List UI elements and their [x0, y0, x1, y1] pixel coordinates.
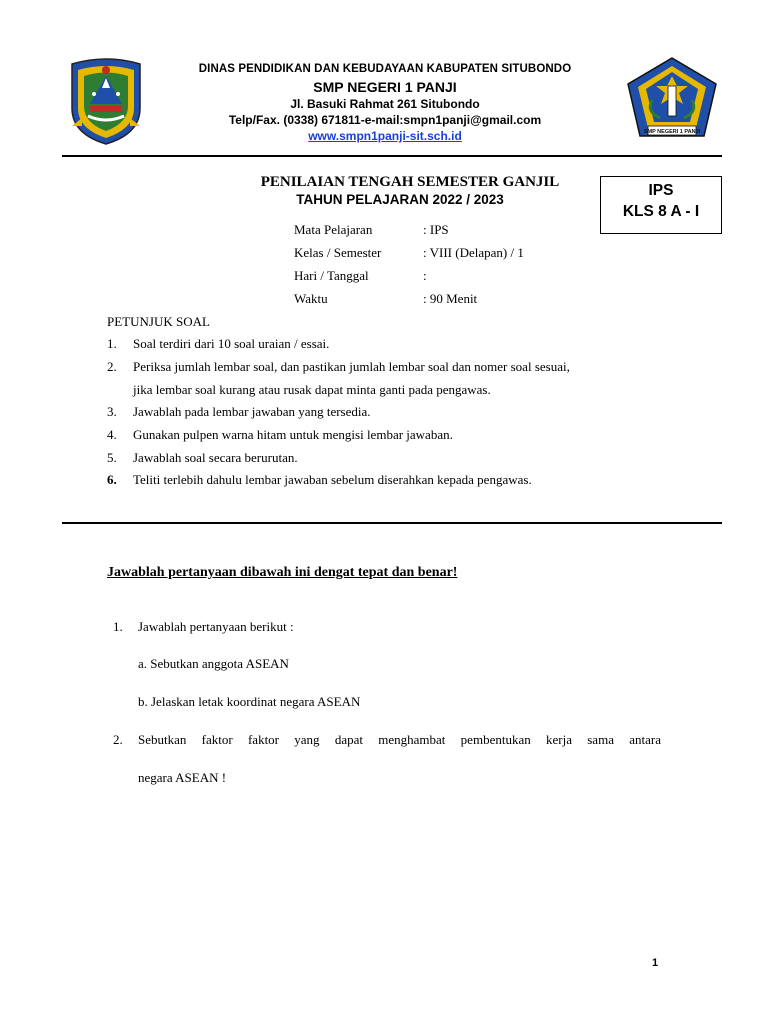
instruction-text: Soal terdiri dari 10 soal uraian / essai.	[133, 336, 330, 351]
question-sub-a: a. Sebutkan anggota ASEAN	[138, 656, 289, 671]
header-divider	[62, 155, 722, 157]
instruction-number: 6.	[107, 472, 117, 487]
school-contact: Telp/Fax. (0338) 671811-e-mail:smpn1panji@gmail.com	[228, 113, 542, 127]
info-label-date: Hari / Tanggal	[294, 268, 369, 283]
instruction-number: 2.	[107, 359, 117, 374]
svg-text:SMP NEGERI 1 PANJI: SMP NEGERI 1 PANJI	[643, 129, 701, 135]
question-text: Sebutkan faktor faktor yang dapat menghambat pembentukan kerja sama antara	[138, 732, 661, 747]
info-label-subject: Mata Pelajaran	[294, 222, 373, 237]
question-number: 2.	[113, 732, 123, 747]
page-number: 1	[652, 957, 659, 969]
question-text-continued: negara ASEAN !	[138, 770, 227, 785]
smp-negeri-1-panji-school-emblem-icon	[626, 56, 718, 140]
question-text: Jawablah pertanyaan berikut :	[138, 619, 294, 634]
exam-title: PENILAIAN TENGAH SEMESTER GANJIL	[260, 174, 560, 190]
instruction-number: 3.	[107, 404, 117, 419]
info-label-class: Kelas / Semester	[294, 245, 382, 260]
info-value-class: : VIII (Delapan) / 1	[423, 245, 524, 260]
instruction-number: 5.	[107, 450, 117, 465]
instruction-text: Jawablah pada lembar jawaban yang tersedia.	[133, 404, 371, 419]
department-name: DINAS PENDIDIKAN DAN KEBUDAYAAN KABUPATEN SITUBONDO	[198, 63, 572, 75]
info-value-time: : 90 Menit	[423, 291, 478, 306]
exam-academic-year: TAHUN PELAJARAN 2022 / 2023	[296, 192, 504, 207]
class-label: KLS 8 A - I	[622, 203, 700, 220]
situbondo-regency-crest-icon	[66, 56, 146, 146]
school-address: Jl. Basuki Rahmat 261 Situbondo	[290, 97, 480, 111]
school-name: SMP NEGERI 1 PANJI	[313, 79, 457, 95]
info-label-time: Waktu	[294, 291, 328, 306]
questions-heading: Jawablah pertanyaan dibawah ini dengat tepat dan benar!	[107, 565, 458, 580]
instruction-number: 4.	[107, 427, 117, 442]
info-value-subject: : IPS	[423, 222, 449, 237]
instruction-number: 1.	[107, 336, 117, 351]
instructions-heading: PETUNJUK SOAL	[107, 314, 210, 329]
school-website-link[interactable]: www.smpn1panji-sit.sch.id	[308, 129, 462, 143]
info-value-date: :	[423, 268, 427, 283]
question-sub-b: b. Jelaskan letak koordinat negara ASEAN	[138, 694, 361, 709]
instruction-text: Jawablah soal secara berurutan.	[133, 450, 298, 465]
subject-label: IPS	[648, 182, 674, 199]
subject-class-box	[600, 176, 722, 234]
section-divider	[62, 522, 722, 524]
instruction-text: Gunakan pulpen warna hitam untuk mengisi lembar jawaban.	[133, 427, 453, 442]
question-number: 1.	[113, 619, 123, 634]
instruction-text: Periksa jumlah lembar soal, dan pastikan jumlah lembar soal dan nomer soal sesuai,	[133, 359, 570, 374]
instruction-text-continued: jika lembar soal kurang atau rusak dapat minta ganti pada pengawas.	[133, 382, 491, 397]
instruction-text: Teliti terlebih dahulu lembar jawaban sebelum diserahkan kepada pengawas.	[133, 472, 532, 487]
